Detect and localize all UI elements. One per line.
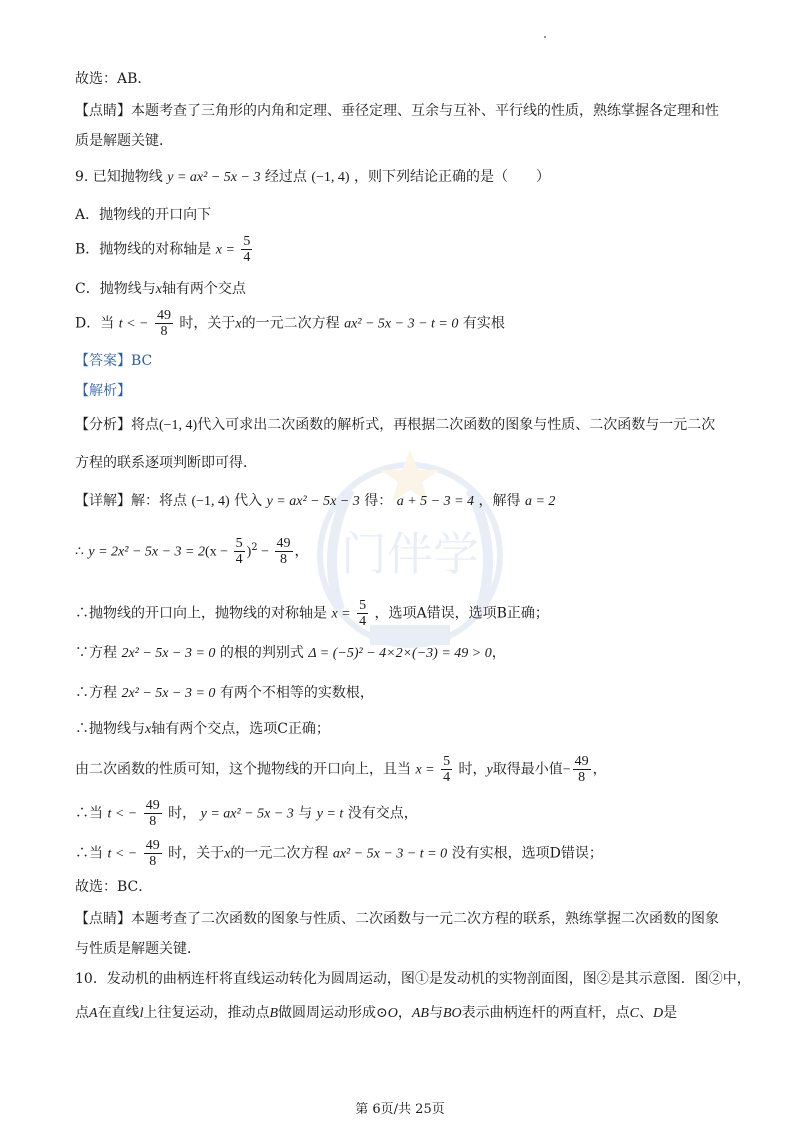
fenxi-line: 【分析】将点(−1, 4)代入可求出二次函数的解析式，再根据二次函数的图象与性质、二次函数与一元二次 — [75, 417, 716, 433]
question-10-line-2: 点A在直线l上往复运动，推动点B做圆周运动形成⊙O，AB与BO表示曲柄连杆的两直杆，点C、D是 — [75, 1005, 678, 1021]
open-line: ∴抛物线的开口向上，抛物线的对称轴是 x = $\frac{5}{4}$ ，选项A错误，选项B正确； — [75, 598, 549, 629]
option-a: A．抛物线的开口向下 — [75, 207, 212, 223]
watermark-logo — [300, 440, 520, 670]
dianjing-line: 【点睛】本题考查了二次函数的图象与性质、二次函数与一元二次方程的联系，熟练掌握二次函数的图象 — [75, 911, 719, 927]
question-9: 9. 已知抛物线 y = ax² − 5x − 3 经过点 (−1, 4) ，则下列结论正确的是（ ） — [75, 169, 551, 185]
dianjing-line-2: 与性质是解题关键． — [75, 941, 201, 957]
so-line-2: ∴抛物线与x轴有两个交点，选项C正确； — [75, 721, 330, 737]
vertex-form: ∴ y = 2x² − 5x − 3 = 2(x − $\frac{5}{4}$ )$^2$ − $\frac{49}{8}$ ， — [75, 536, 309, 567]
so-line: ∴方程 2x² − 5x − 3 = 0 有两个不相等的实数根， — [75, 685, 374, 701]
question-10: 10．发动机的曲柄连杆将直线运动转化为圆周运动，图①是发动机的实物剖面图，图②是其示意图．图②中， — [75, 971, 751, 987]
analysis-tag: 【解析】 — [75, 383, 131, 399]
when-line-2: ∴当 t < − $\frac{49}{8}$ 时，关于x的一元二次方程 ax² − 5x − 3 − t = 0 没有实根，选项D错误； — [75, 838, 603, 869]
because-line: ∵方程 2x² − 5x − 3 = 0 的根的判别式 Δ = (−5)² − 4×2×(−3) = 49 > 0， — [75, 645, 506, 661]
text-line: 【点睛】本题考查了三角形的内角和定理、垂径定理、互余与互补、平行线的性质，熟练掌握各定理和性 — [75, 103, 719, 119]
property-line: 由二次函数的性质可知，这个抛物线的开口向上，且当 x = $\frac{5}{4}$ 时，y取得最小值− $\frac{49}{8}$ ， — [75, 754, 607, 785]
option-b: B．抛物线的对称轴是 x = $\frac{5}{4}$ — [75, 234, 251, 265]
option-d: D．当 t < − $\frac{49}{8}$ 时，关于x的一元二次方程 ax² − 5x − 3 − t = 0 有实根 — [75, 308, 505, 339]
watermark-text: 门伴学 — [341, 527, 479, 581]
text-line: 质是解题关键． — [75, 133, 173, 149]
choose-line: 故选：BC． — [75, 879, 153, 895]
fenxi-line-2: 方程的联系逐项判断即可得． — [75, 455, 257, 471]
answer-tag: 【答案】BC — [75, 353, 153, 369]
scan-dot — [544, 36, 546, 38]
page-footer: 第 6页/共 25页 — [355, 1102, 445, 1117]
text-line: 故选：AB． — [75, 71, 152, 87]
option-c: C．抛物线与x轴有两个交点 — [75, 281, 246, 297]
xiangjie-line: 【详解】解：将点 (−1, 4) 代入 y = ax² − 5x − 3 得： a + 5 − 3 = 4 ，解得 a = 2 — [75, 493, 556, 509]
when-line: ∴当 t < − $\frac{49}{8}$ 时， y = ax² − 5x − 3 与 y = t 没有交点， — [75, 798, 418, 829]
